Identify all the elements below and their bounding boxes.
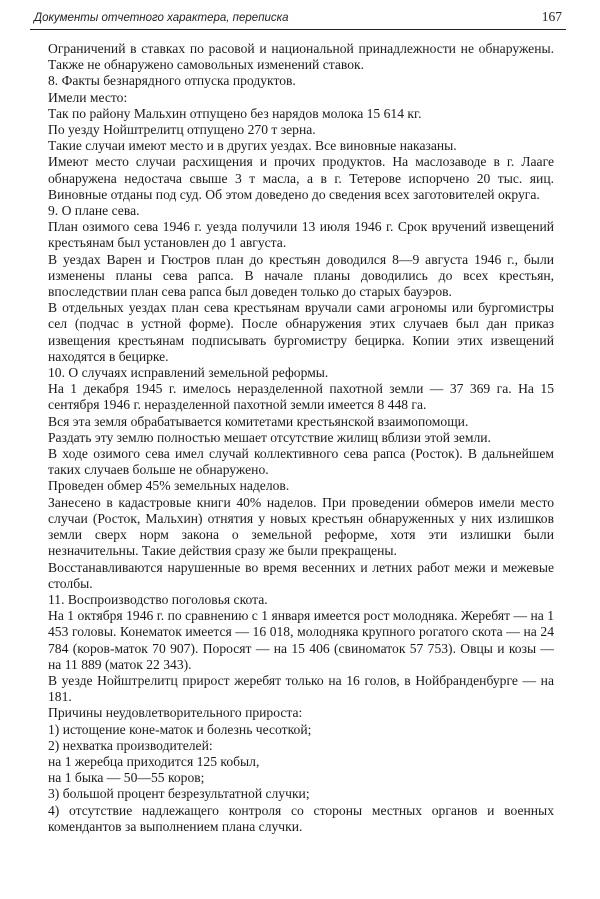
paragraph: Восстанавливаются нарушенные во время весенних и летних работ межи и межевые столбы.: [48, 559, 554, 591]
paragraph: Ограничений в ставках по расовой и национальной принадлежности не обнаружены. Также не обнаружено самовольных изменений ставок.: [48, 41, 554, 73]
page-number: 167: [541, 9, 562, 24]
paragraph: В отдельных уездах план сева крестьянам вручали сами агрономы или бургомистры сел (подчас в устной форме). После обнаружения этих случаев был дан приказ извещения крестьянам подписывать бургомистру бецирка. Копии этих извещений находятся в бецирке.: [48, 300, 554, 364]
paragraph: На 1 декабря 1945 г. имелось неразделенной пахотной земли — 37 369 га. На 15 сентября 1946 г. неразделенной пахотной земли имеется 8 448 га.: [48, 381, 554, 413]
paragraph: По уезду Нойштрелитц отпущено 270 т зерна.: [48, 122, 316, 138]
section-heading: 9. О плане сева.: [48, 203, 140, 219]
paragraph: Так по району Мальхин отпущено без нарядов молока 15 614 кг.: [48, 105, 422, 121]
list-item: 1) истощение коне-маток и болезнь чесоткой;: [48, 721, 312, 737]
section-heading: 10. О случаях исправлений земельной реформы.: [48, 365, 329, 381]
paragraph: Проведен обмер 45% земельных наделов.: [48, 478, 290, 494]
header-rule: [30, 29, 566, 30]
paragraph: В уезде Нойштрелитц прирост жеребят только на 16 голов, в Нойбранденбурге — на 181.: [48, 672, 554, 705]
list-item: на 1 жеребца приходится 125 кобыл,: [48, 753, 260, 769]
paragraph: В уездах Варен и Гюстров план до крестьян доводился 8—9 августа 1946 г., были изменены планы сева рапса. В начале планы доводились до всех крестьян, впоследствии план сева рапса был доведен только до старых бауэров.: [48, 251, 554, 300]
list-item: 3) большой процент безрезультатной случки;: [48, 786, 310, 802]
paragraph: Вся эта земля обрабатывается комитетами крестьянской взаимопомощи.: [48, 413, 469, 429]
list-item: 2) нехватка производителей:: [48, 737, 213, 753]
paragraph: Имеют место случаи расхищения и прочих продуктов. На маслозаводе в г. Лааге обнаружена недостача свыше 3 т масла, а в г. Тетерове испорчено 20 тыс. яиц. Виновные отданы под суд. Об этом доведено до сведения всех заготовителей округа.: [48, 154, 554, 202]
paragraph: Раздать эту землю полностью мешает отсутствие жилищ вблизи этой земли.: [48, 429, 491, 445]
section-heading: 11. Воспроизводство поголовья скота.: [48, 591, 268, 607]
paragraph: Занесено в кадастровые книги 40% наделов. При проведении обмеров имели место случаи (Росток, Мальхин) отнятия у новых крестьян обнаруженных у них излишков земли сверх норм закона о земельной реформе, хотя эти излишки были незначительны. Такие действия сразу же были прекращены.: [48, 494, 554, 559]
paragraph: Причины неудовлетворительного прироста:: [48, 705, 303, 721]
section-heading: 8. Факты безнарядного отпуска продуктов.: [48, 73, 296, 89]
paragraph: План озимого сева 1946 г. уезда получили 13 июля 1946 г. Срок вручений извещений крестьянам был установлен до 1 августа.: [48, 219, 554, 251]
paragraph: На 1 октября 1946 г. по сравнению с 1 января имеется рост молодняка. Жеребят — на 1 453 головы. Конематок имеется — 16 018, молодняка крупного рогатого скота — на 24 784 (коров-маток 70 907). Поросят — на 15 406 (свиноматок 57 753). Овцы и козы — на 11 889 (маток 22 343).: [48, 608, 554, 672]
paragraph: Такие случаи имеют место и в других уездах. Все виновные наказаны.: [48, 138, 457, 154]
body-text: [48, 41, 554, 835]
running-header-title: Документы отчетного характера, переписка: [34, 12, 289, 24]
paragraph: В ходе озимого сева имел случай коллективного сева рапса (Росток). В дальнейшем таких случаев больше не обнаружено.: [48, 446, 554, 478]
list-item: на 1 быка — 50—55 коров;: [48, 770, 205, 786]
list-item: 4) отсутствие надлежащего контроля со стороны местных органов и военных комендантов за выполнением плана случки.: [48, 802, 554, 834]
paragraph: Имели место:: [48, 89, 128, 105]
